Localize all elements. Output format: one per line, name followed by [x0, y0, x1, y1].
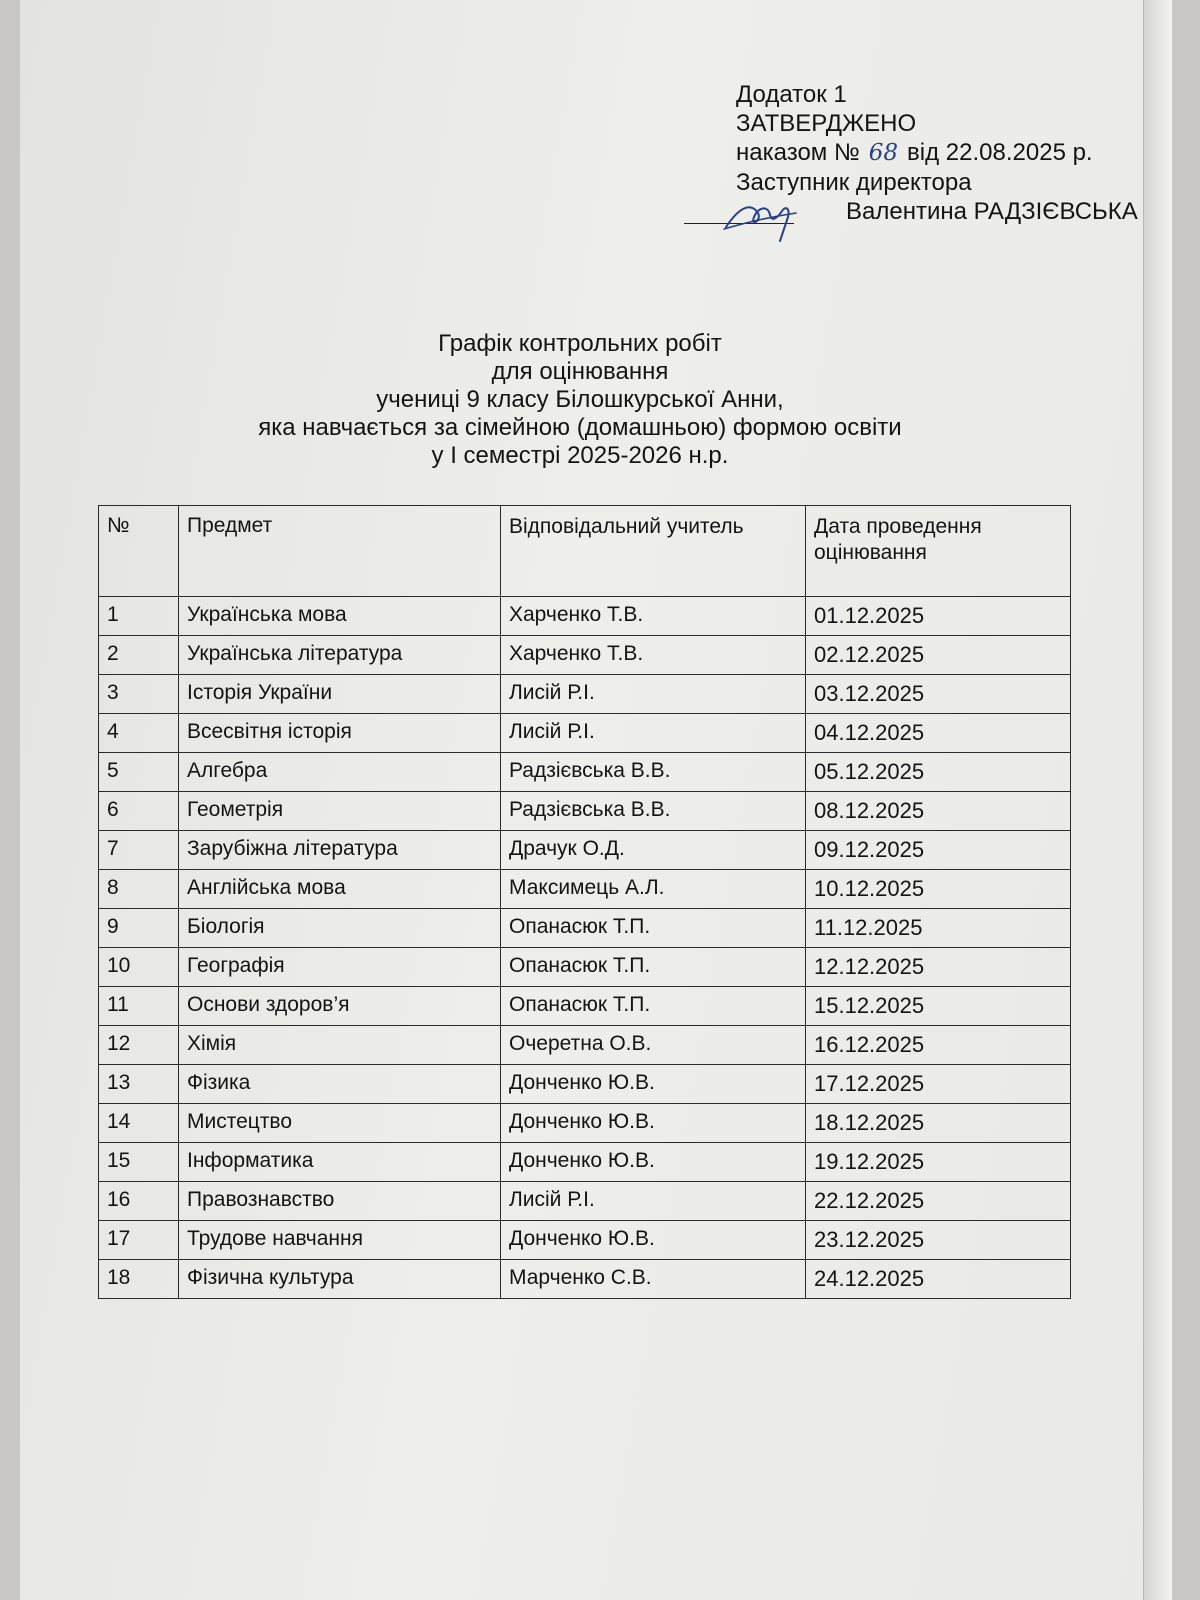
row-date: 01.12.2025	[806, 597, 1071, 636]
row-number: 7	[99, 831, 179, 870]
row-date: 05.12.2025	[806, 753, 1071, 792]
signature-icon	[720, 187, 800, 243]
table-row	[99, 987, 1071, 1026]
row-subject: Англійська мова	[179, 870, 501, 909]
row-date: 04.12.2025	[806, 714, 1071, 753]
row-teacher: Донченко Ю.В.	[501, 1143, 806, 1182]
row-number: 17	[99, 1221, 179, 1260]
row-subject: Історія України	[179, 675, 501, 714]
row-teacher: Донченко Ю.В.	[501, 1065, 806, 1104]
table-row	[99, 753, 1071, 792]
row-number: 11	[99, 987, 179, 1026]
signer-name: Валентина РАДЗІЄВСЬКА	[846, 198, 1138, 225]
table-row	[99, 597, 1071, 636]
row-subject: Основи здоров’я	[179, 987, 501, 1026]
row-teacher: Опанасюк Т.П.	[501, 987, 806, 1026]
table-row	[99, 1065, 1071, 1104]
heading-line-2: для оцінювання	[491, 358, 669, 385]
table-header-row	[99, 506, 1071, 597]
row-teacher: Радзієвська В.В.	[501, 753, 806, 792]
heading-line-3: учениці 9 класу Білошкурської Анни,	[376, 386, 784, 413]
row-teacher: Марченко С.В.	[501, 1260, 806, 1299]
signer-position: Заступник директора	[736, 169, 972, 196]
table-row	[99, 1143, 1071, 1182]
row-date: 11.12.2025	[806, 909, 1071, 948]
row-teacher: Опанасюк Т.П.	[501, 909, 806, 948]
document-page	[20, 0, 1172, 1600]
row-date: 18.12.2025	[806, 1104, 1071, 1143]
heading-line-1: Графік контрольних робіт	[438, 330, 722, 357]
row-number: 16	[99, 1182, 179, 1221]
paper-edge	[1143, 0, 1172, 1600]
row-number: 4	[99, 714, 179, 753]
row-date: 10.12.2025	[806, 870, 1071, 909]
row-teacher: Лисій Р.І.	[501, 714, 806, 753]
table-row	[99, 1221, 1071, 1260]
row-subject: Алгебра	[179, 753, 501, 792]
row-date: 03.12.2025	[806, 675, 1071, 714]
row-number: 15	[99, 1143, 179, 1182]
row-subject: Фізична культура	[179, 1260, 501, 1299]
row-subject: Трудове навчання	[179, 1221, 501, 1260]
table-header	[99, 506, 1071, 597]
header-date: Дата проведення оцінювання	[806, 506, 1071, 597]
row-number: 1	[99, 597, 179, 636]
signature-line	[736, 197, 1156, 226]
row-subject: Українська мова	[179, 597, 501, 636]
row-date: 19.12.2025	[806, 1143, 1071, 1182]
table-row	[99, 1104, 1071, 1143]
table-row	[99, 948, 1071, 987]
row-number: 3	[99, 675, 179, 714]
row-teacher: Драчук О.Д.	[501, 831, 806, 870]
table-row	[99, 909, 1071, 948]
heading-line-4: яка навчається за сімейною (домашньою) формою освіти	[258, 414, 902, 441]
row-number: 9	[99, 909, 179, 948]
heading-line-5: у І семестрі 2025-2026 н.р.	[431, 442, 729, 469]
approved-label: ЗАТВЕРДЖЕНО	[736, 110, 917, 137]
row-subject: Всесвітня історія	[179, 714, 501, 753]
document-heading	[250, 330, 910, 470]
row-date: 16.12.2025	[806, 1026, 1071, 1065]
row-date: 22.12.2025	[806, 1182, 1071, 1221]
row-date: 02.12.2025	[806, 636, 1071, 675]
row-number: 10	[99, 948, 179, 987]
header-number: №	[99, 506, 179, 597]
row-teacher: Харченко Т.В.	[501, 597, 806, 636]
table-row	[99, 714, 1071, 753]
row-subject: Мистецтво	[179, 1104, 501, 1143]
row-teacher: Очеретна О.В.	[501, 1026, 806, 1065]
row-subject: Інформатика	[179, 1143, 501, 1182]
table-row	[99, 636, 1071, 675]
row-teacher: Опанасюк Т.П.	[501, 948, 806, 987]
table-row	[99, 792, 1071, 831]
row-date: 12.12.2025	[806, 948, 1071, 987]
row-subject: Фізика	[179, 1065, 501, 1104]
appendix-label: Додаток 1	[736, 81, 847, 108]
order-date: від 22.08.2025 р.	[907, 139, 1093, 166]
header-subject: Предмет	[179, 506, 501, 597]
row-date: 09.12.2025	[806, 831, 1071, 870]
table-row	[99, 1026, 1071, 1065]
row-number: 18	[99, 1260, 179, 1299]
row-number: 8	[99, 870, 179, 909]
table-row	[99, 1182, 1071, 1221]
order-line	[736, 138, 1156, 168]
table-body	[99, 597, 1071, 1299]
row-subject: Біологія	[179, 909, 501, 948]
order-number-handwritten: 68	[868, 140, 899, 166]
row-subject: Українська література	[179, 636, 501, 675]
table-row	[99, 675, 1071, 714]
row-teacher: Донченко Ю.В.	[501, 1221, 806, 1260]
schedule-table	[98, 505, 1071, 1299]
table-row	[99, 831, 1071, 870]
row-subject: Географія	[179, 948, 501, 987]
row-date: 23.12.2025	[806, 1221, 1071, 1260]
table-row	[99, 1260, 1071, 1299]
row-teacher: Радзієвська В.В.	[501, 792, 806, 831]
row-date: 08.12.2025	[806, 792, 1071, 831]
row-teacher: Харченко Т.В.	[501, 636, 806, 675]
row-number: 14	[99, 1104, 179, 1143]
row-number: 2	[99, 636, 179, 675]
row-date: 24.12.2025	[806, 1260, 1071, 1299]
row-teacher: Лисій Р.І.	[501, 1182, 806, 1221]
row-number: 12	[99, 1026, 179, 1065]
table-row	[99, 870, 1071, 909]
approval-block	[736, 80, 1156, 226]
header-teacher: Відповідальний учитель	[501, 506, 806, 597]
row-teacher: Лисій Р.І.	[501, 675, 806, 714]
row-subject: Геометрія	[179, 792, 501, 831]
row-subject: Хімія	[179, 1026, 501, 1065]
row-number: 13	[99, 1065, 179, 1104]
row-number: 6	[99, 792, 179, 831]
row-number: 5	[99, 753, 179, 792]
row-teacher: Донченко Ю.В.	[501, 1104, 806, 1143]
row-subject: Зарубіжна література	[179, 831, 501, 870]
row-subject: Правознавство	[179, 1182, 501, 1221]
row-date: 17.12.2025	[806, 1065, 1071, 1104]
row-teacher: Максимець А.Л.	[501, 870, 806, 909]
order-prefix: наказом №	[736, 139, 860, 166]
row-date: 15.12.2025	[806, 987, 1071, 1026]
